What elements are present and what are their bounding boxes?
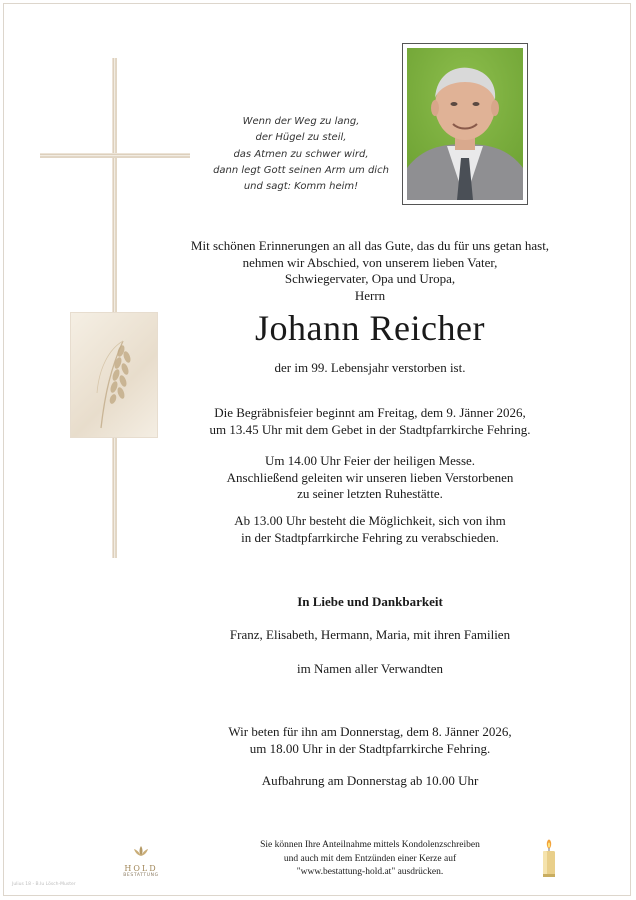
candle-icon[interactable] xyxy=(540,838,558,878)
verse-line: und sagt: Komm heim! xyxy=(243,181,359,193)
logo-name: HOLD xyxy=(124,864,158,873)
prayer-info xyxy=(160,724,580,757)
condolence-line[interactable]: "www.bestattung-hold.at" ausdrücken. xyxy=(296,867,444,877)
farewell-info xyxy=(160,513,580,546)
intro-line: Schwiegervater, Opa und Uropa, xyxy=(284,271,456,286)
mass-line: Anschließend geleiten wir unseren lieben Verstorbenen xyxy=(226,469,514,485)
relatives-line: im Namen aller Verwandten xyxy=(297,661,443,676)
wheat-ear-icon xyxy=(71,313,157,437)
funeral-line: um 13.45 Uhr mit dem Gebet in der Stadtpfarrkirche Fehring. xyxy=(209,421,531,437)
portrait-photo xyxy=(402,43,528,205)
family-names xyxy=(160,627,580,644)
family-line: Franz, Elisabeth, Hermann, Maria, mit ihren Familien xyxy=(229,627,511,642)
condolence-note xyxy=(200,839,540,880)
verse-line: Wenn der Weg zu lang, xyxy=(242,116,360,127)
wheat-ear-image xyxy=(70,312,158,438)
intro-line: Mit schönen Erinnerungen an all das Gute, das du für uns getan hast, xyxy=(190,238,550,253)
verse-line: das Atmen zu schwer wird, xyxy=(233,148,369,160)
intro-line: nehmen wir Abschied, von unserem lieben Vater, xyxy=(242,254,498,270)
condolence-line: Sie können Ihre Anteilnahme mittels Kondolenzschreiben xyxy=(260,840,480,850)
prayer-line: um 18.00 Uhr in der Stadtpfarrkirche Fehring. xyxy=(249,740,491,756)
mass-info xyxy=(160,453,580,503)
viewing-info xyxy=(160,773,580,790)
intro-text xyxy=(160,238,580,304)
condolence-line: und auch mit dem Entzünden einer Kerze auf xyxy=(283,853,457,864)
mass-line: Um 14.00 Uhr Feier der heiligen Messe. xyxy=(264,453,476,468)
farewell-line: in der Stadtpfarrkirche Fehring zu verabschieden. xyxy=(241,529,499,545)
prayer-line: Wir beten für ihn am Donnerstag, dem 8. Jänner 2026, xyxy=(228,724,512,739)
logo-subtitle: BESTATTUNG xyxy=(123,873,159,878)
viewing-line: Aufbahrung am Donnerstag ab 10.00 Uhr xyxy=(261,773,479,788)
mourners-heading xyxy=(160,594,580,611)
farewell-line: Ab 13.00 Uhr besteht die Möglichkeit, sich von ihm xyxy=(234,513,506,528)
verse-line: der Hügel zu steil, xyxy=(255,132,347,144)
intro-line: Herrn xyxy=(354,287,386,303)
verse-line: dann legt Gott seinen Arm um dich xyxy=(213,164,389,176)
cross-vertical-beam xyxy=(112,58,117,558)
funeral-line: Die Begräbnisfeier beginnt am Freitag, dem 9. Jänner 2026, xyxy=(214,405,526,420)
deceased-name: Johann Reicher xyxy=(255,308,485,348)
mass-line: zu seiner letzten Ruhestätte. xyxy=(297,486,443,501)
funeral-home-logo xyxy=(117,845,165,878)
relatives-note xyxy=(160,661,580,678)
cross-horizontal-beam xyxy=(40,153,190,158)
lotus-icon xyxy=(133,845,149,857)
mourners-heading-text: In Liebe und Dankbarkeit xyxy=(297,594,443,609)
footnote: Julius 18 - B.Iu Lösch-Muster xyxy=(12,882,76,887)
age-line: der im 99. Lebensjahr verstorben ist. xyxy=(274,360,466,375)
portrait-image xyxy=(407,48,523,200)
funeral-info xyxy=(160,405,580,438)
poem-verse xyxy=(203,114,399,195)
age-statement xyxy=(160,360,580,377)
